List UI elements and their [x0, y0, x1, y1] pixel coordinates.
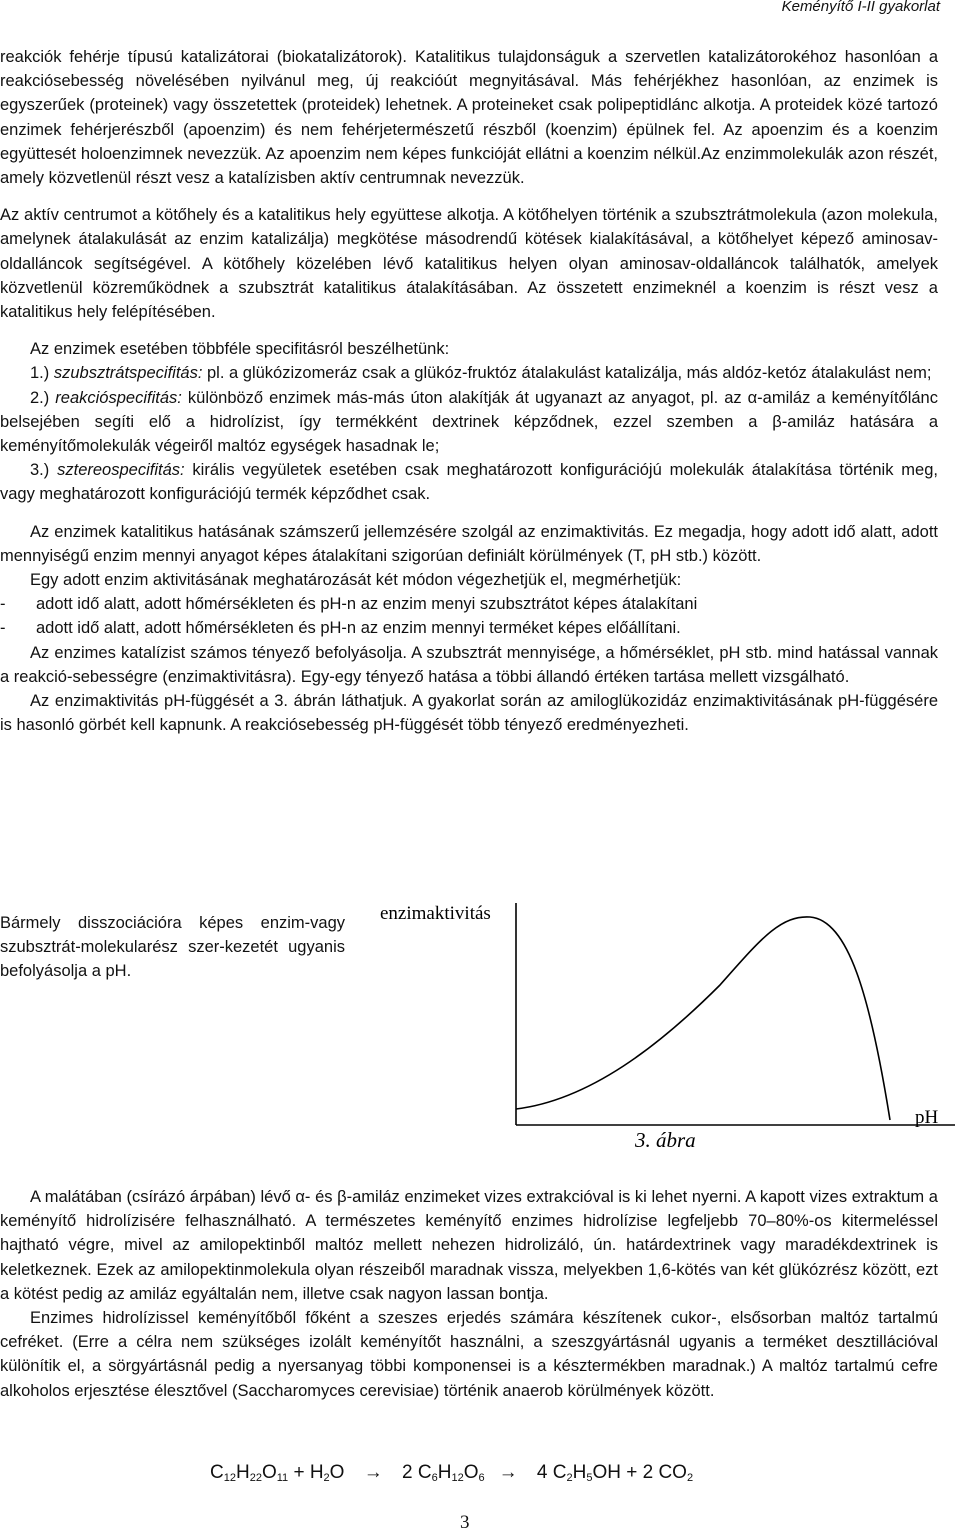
specificity-item-3: 3.) sztereospecifitás: királis vegyületek esetében csak meghatározott konfigurációjú molekulák átalakítása történik meg, vagy meghatározott konfigurációjú termék képződhet csak.	[0, 461, 938, 504]
activity-paragraph-5: Bármely disszociációra képes enzim-vagy szubsztrát-molekularész szer-kezetét ugyanis befolyásolja a pH.	[0, 914, 345, 981]
activity-dash-1: - adott idő alatt, adott hőmérsékleten és pH-n az enzim menyi szubsztrátot képes átalakítani	[0, 595, 698, 614]
specificity-term: sztereospecifitás:	[57, 461, 185, 480]
fermentation-equation: $C_{12}H_{22}O_{11} + H_2O \to 2$ $C_6H_{12}O_6 \to 4$ $C_2H_5OH + 2$ $CO_2$	[210, 1462, 694, 1484]
figure-curve	[516, 917, 890, 1120]
specificity-item-1: 1.) szubsztrátspecifitás: pl. a glükózizomeráz csak a glükóz-fruktóz átalakulást katalizálja, más aldóz-ketóz átalakulást nem;	[30, 364, 932, 383]
page-number: 3	[460, 1512, 470, 1533]
intro-section	[0, 45, 938, 737]
figure-xlabel: pH	[915, 1107, 939, 1128]
figure-ylabel: enzimaktivitás	[380, 903, 491, 924]
running-header: Keményítő I-II gyakorlat	[781, 0, 940, 15]
ph-activity-figure	[370, 895, 960, 1170]
intro-paragraph: reakciók fehérje típusú katalizátorai (biokatalizátorok). Katalitikus tulajdonságuk a szervetlen katalizátorokéhoz hasonlóan a reakciósebesség növelésében nyilvánul meg, új reakcióút megnyitásával. Más fehérjékhez hasonlóan, az enzimek is egyszerűek (proteinek) vagy összetettek (proteidek) lehetnek. A proteineket csak polipeptidlánc alkotja. A proteidek közé tartozó enzimek fehérjerészből (apoenzim) és nem fehérjetermészetű részből (koenzim) épülnek fel. Az apoenzim és a koenzim együttesét holoenzimnek nevezzük. Az apoenzim nem képes funkcióját ellátni a koenzim nélkül.Az enzimmolekulák azon részét, amely közvetlenül részt vesz a katalízisben aktív centrumnak nevezzük.	[0, 48, 938, 188]
activity-dash-2: - adott idő alatt, adott hőmérsékleten és pH-n az enzim mennyi terméket képes előállítani.	[0, 619, 681, 638]
activity-paragraph-2: Egy adott enzim aktivitásának meghatározását két módon végezhetjük el, megmérhetjük:	[30, 571, 682, 590]
activity-paragraph-4: Az enzimaktivitás pH-függését a 3. ábrán láthatjuk. A gyakorlat során az amiloglükozidáz enzimaktivitásának pH-függésére is hasonló görbét kell kapnunk. A reakciósebesség pH-függését több tényező eredményezheti.	[0, 692, 938, 735]
malt-paragraph-2: Enzimes hidrolízissel keményítőből főként a szeszes erjedés számára készítenek cukor-, elsősorban maltóz tartalmú cefréket. (Erre a célra nem szükséges izolált keményítőt használni, a szeszgyártásnál ugyanis a terméket desztillációval különítik el, a sörgyártásnál pedig a nyersanyag többi komponensei is a késztermékben maradnak.) A maltóz tartalmú cefre alkoholos erjesztése élesztővel (Saccharomyces cerevisiae) történik anaerob körülmények között.	[0, 1309, 938, 1400]
specificity-intro: Az enzimek esetében többféle specifitásról beszélhetünk:	[30, 340, 450, 359]
reaction-arrow: →	[363, 1462, 383, 1483]
specificity-term: reakcióspecifitás:	[55, 388, 182, 407]
specificity-item-2: 2.) reakcióspecifitás: különböző enzimek más-más úton alakítják át ugyanazt az anyagot, pl. az α-amiláz a keményítőlánc belsejében segíti elő a hidrolízist, így termékként dextrinek képződnek, ezzel szemben a β-amiláz hatására a keményítőmolekulák végeiről maltóz egységek hasadnak le;	[0, 388, 938, 456]
figure-caption: 3. ábra	[635, 1128, 696, 1152]
malt-paragraph-1: A malátában (csírázó árpában) lévő α- és β-amiláz enzimeket vizes extrakcióval is ki lehet nyerni. A kapott vizes extraktum a keményítő hidrolízisére felhasználható. A természetes keményítő enzimes hidrolízise legfeljebb 70–80%-os kitermeléssel hajtható végre, mivel az amilopektinből maltóz mellett nehezen hidrolizáló, ún. határdextrinek vagy maradékdextrinek is keletkeznek. Ezek az amilopektinmolekula olyan részeiből maradnak vissza, melyekben 1,6-kötés van két glükózrész között, ezt a kötést pedig az amiláz egyáltalán nem, illetve csak nagyon lassan bontja.	[0, 1188, 938, 1303]
activity-paragraph-1: Az enzimek katalitikus hatásának számszerű jellemzésére szolgál az enzimaktivitás. Ez megadja, hogy adott idő alatt, adott mennyiségű enzim mennyi anyagot képes átalakítani szigorúan definiált körülmények (T, pH stb.) között.	[0, 522, 938, 565]
malt-section	[0, 1185, 938, 1403]
reaction-arrow: →	[498, 1462, 518, 1483]
specificity-term: szubsztrátspecifitás:	[53, 364, 203, 383]
active-center-paragraph: Az aktív centrumot a kötőhely és a katalitikus hely együttese alkotja. A kötőhelyen történik a szubsztrátmolekula (azon molekula, amelynek átalakulását az enzim katalizálja) megkötése másodrendű kötések kialakításával, a kötőhelyet képező aminosav-oldalláncok segítségével. A kötőhely közelében lévő katalitikus helyen olyan aminosav-oldalláncok találhatók, amelyek közvetlenül közreműködnek a szubsztrát katalitikus átalakításában. Az összetett enzimeknél a koenzim is részt vesz a katalitikus hely felépítésében.	[0, 206, 938, 322]
activity-paragraph-3: Az enzimes katalízist számos tényező befolyásolja. A szubsztrát mennyisége, a hőmérséklet, pH stb. mind hatással vannak a reakció-sebességre (enzimaktivitásra). Egy-egy tényező hatása a többi állandó értéken tartása mellett vizsgálható.	[0, 643, 938, 686]
figure-side-text	[0, 911, 345, 984]
